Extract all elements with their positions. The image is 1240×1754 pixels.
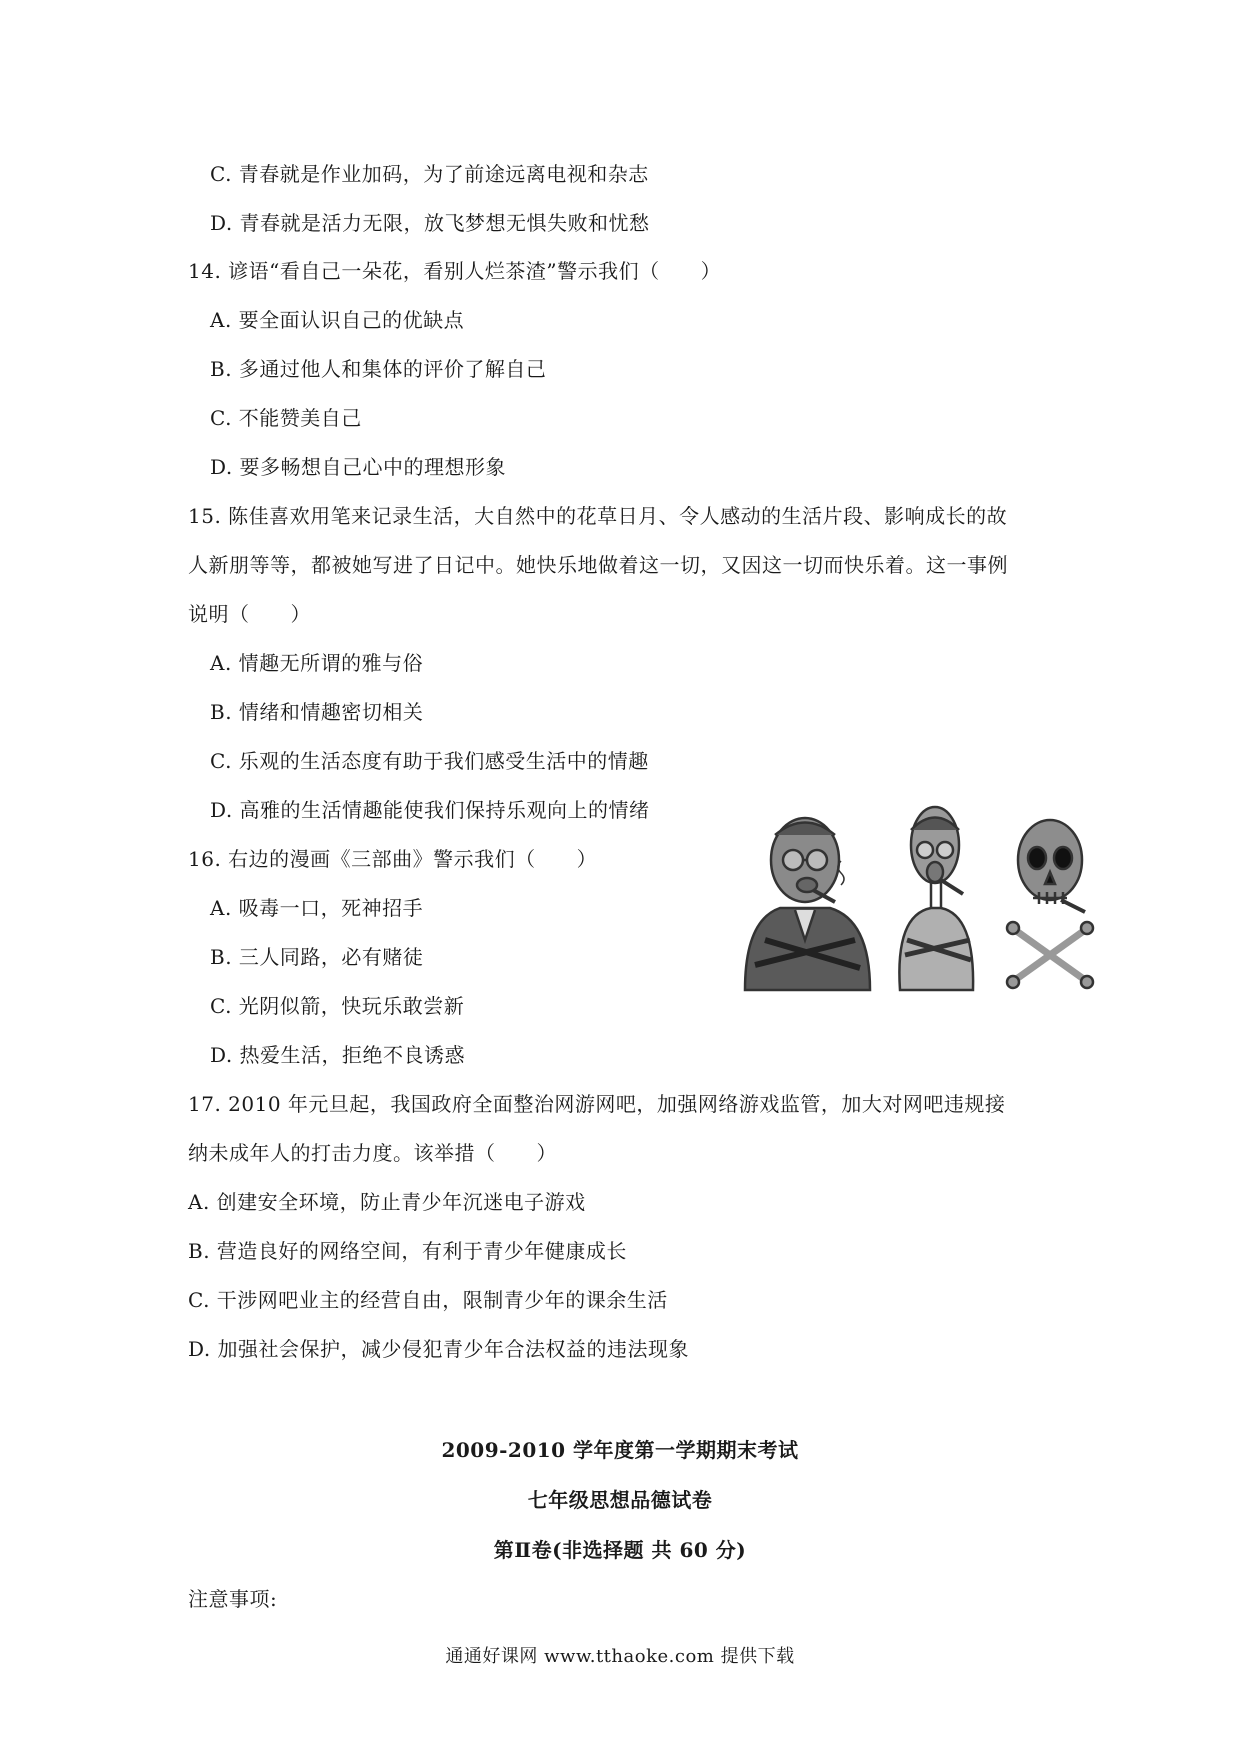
cartoon-figure-skull: [1007, 820, 1093, 988]
q17-option-d: D. 加强社会保护，减少侵犯青少年合法权益的违法现象: [188, 1337, 690, 1361]
exam-title: 2009-2010 学年度第一学期期末考试: [441, 1438, 799, 1462]
q13-option-c: C. 青春就是作业加码，为了前途远离电视和杂志: [210, 162, 649, 186]
q16-option-a: A. 吸毒一口，死神招手: [210, 896, 424, 920]
q17-stem-line2: 纳未成年人的打击力度。该举措（ ）: [188, 1141, 557, 1165]
q17-option-a: A. 创建安全环境，防止青少年沉迷电子游戏: [188, 1190, 586, 1214]
exam-part: 第Ⅱ卷(非选择题 共 60 分): [493, 1538, 747, 1562]
q14-option-c: C. 不能赞美自己: [210, 406, 362, 430]
q16-option-b: B. 三人同路，必有赌徒: [210, 945, 424, 969]
footer-source: 通通好课网 www.tthaoke.com 提供下载: [445, 1646, 795, 1667]
q15-stem-line3: 说明（ ）: [188, 602, 311, 626]
q17-stem-line1: 17. 2010 年元旦起，我国政府全面整治网游网吧，加强网络游戏监管，加大对网吧违规接: [188, 1092, 1006, 1116]
q15-option-d: D. 高雅的生活情趣能使我们保持乐观向上的情绪: [210, 798, 650, 822]
q17-option-b: B. 营造良好的网络空间，有利于青少年健康成长: [188, 1239, 627, 1263]
q14-stem: 14. 谚语“看自己一朵花，看别人烂茶渣”警示我们（ ）: [188, 259, 722, 283]
cartoon-figure-thin-man: [899, 807, 973, 990]
q16-stem: 16. 右边的漫画《三部曲》警示我们（ ）: [188, 847, 598, 871]
q14-option-a: A. 要全面认识自己的优缺点: [210, 308, 465, 332]
q14-option-b: B. 多通过他人和集体的评价了解自己: [210, 357, 547, 381]
q17-option-c: C. 干涉网吧业主的经营自由，限制青少年的课余生活: [188, 1288, 668, 1312]
q14-option-d: D. 要多畅想自己心中的理想形象: [210, 455, 507, 479]
q15-option-c: C. 乐观的生活态度有助于我们感受生活中的情趣: [210, 749, 649, 773]
exam-subject: 七年级思想品德试卷: [527, 1488, 713, 1512]
q15-stem-line1: 15. 陈佳喜欢用笔来记录生活，大自然中的花草日月、令人感动的生活片段、影响成长的故: [188, 504, 1008, 528]
q15-stem-line2: 人新朋等等，都被她写进了日记中。她快乐地做着这一切，又因这一切而快乐着。这一事例: [188, 553, 1008, 577]
q16-option-c: C. 光阴似箭，快玩乐敢尝新: [210, 994, 465, 1018]
three-stage-cartoon: [735, 790, 1105, 1010]
q16-option-d: D. 热爱生活，拒绝不良诱惑: [210, 1043, 466, 1067]
q15-option-a: A. 情趣无所谓的雅与俗: [210, 651, 424, 675]
cartoon-figure-businessman: [745, 818, 870, 990]
q15-option-b: B. 情绪和情趣密切相关: [210, 700, 424, 724]
q13-option-d: D. 青春就是活力无限，放飞梦想无惧失败和忧愁: [210, 211, 650, 235]
notes-label: 注意事项:: [188, 1587, 278, 1611]
